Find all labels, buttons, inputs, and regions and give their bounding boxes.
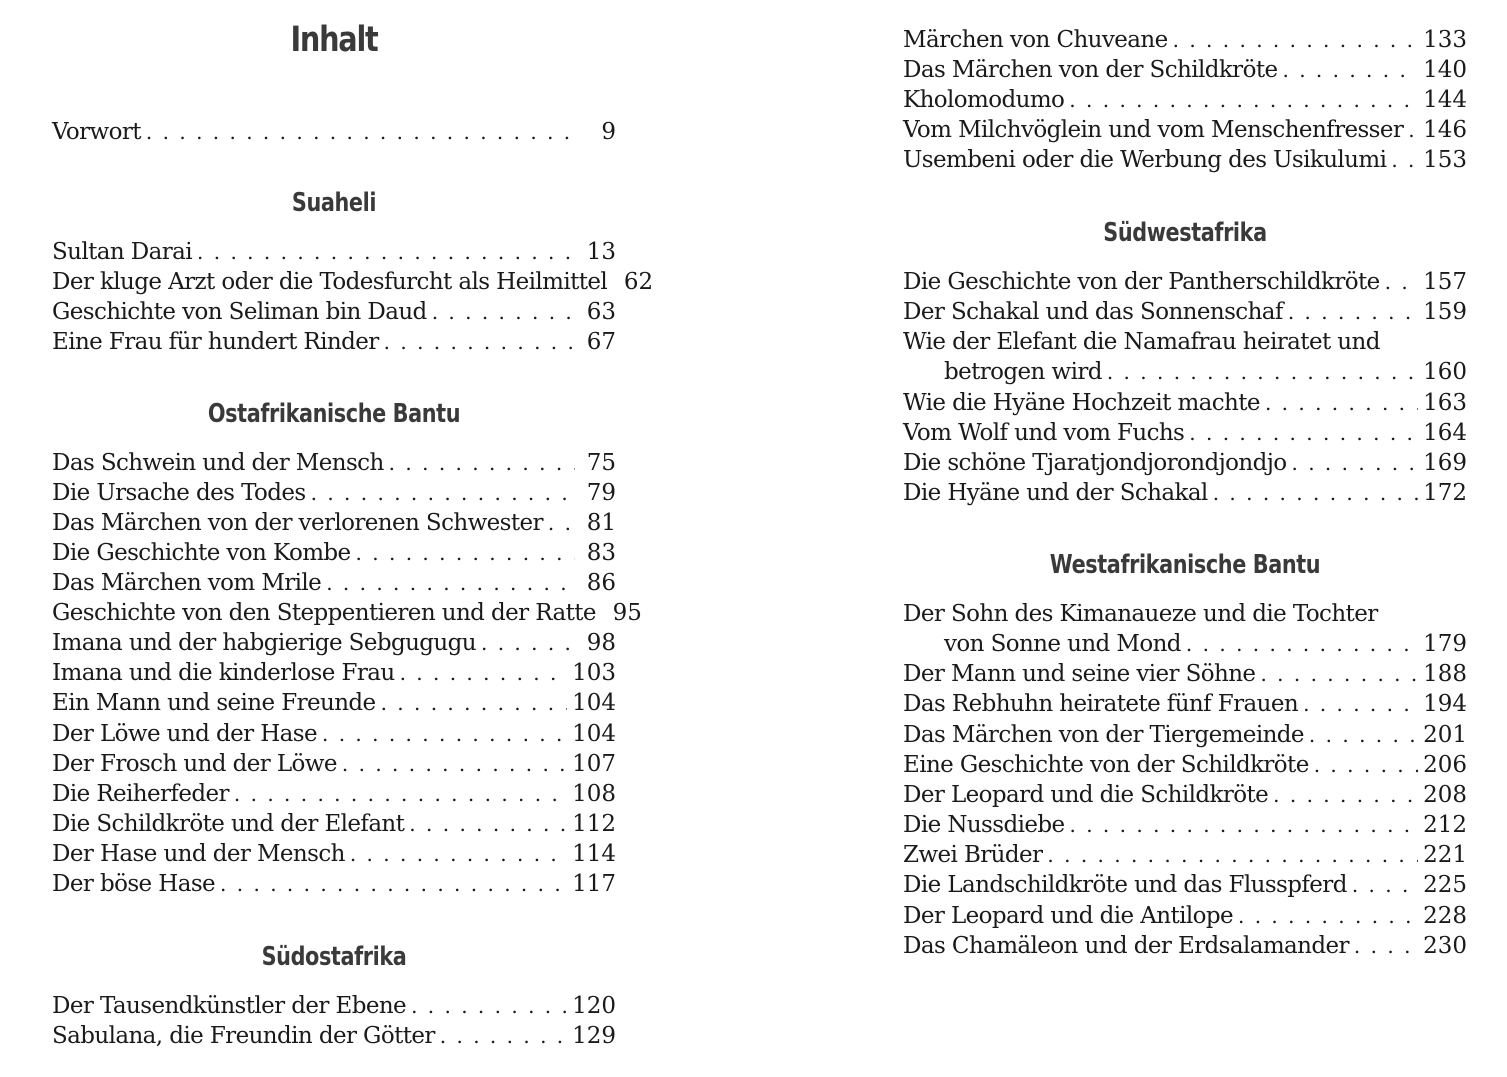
entry-title: Kholomodumo (903, 87, 1065, 113)
entry-title: Die Landschildkröte und das Flusspferd (903, 872, 1347, 898)
entry-title: Der Hase und der Mensch (52, 841, 345, 867)
leader-dots (1070, 810, 1419, 840)
leader-dots (1186, 629, 1418, 659)
entry-page: 103 (572, 660, 616, 686)
leader-dots (1292, 448, 1419, 478)
toc-entry (903, 145, 1467, 175)
leader-dots (326, 568, 575, 598)
leader-dots (400, 658, 568, 688)
leader-dots (1173, 25, 1418, 55)
leader-dots (350, 839, 567, 869)
toc-entry (903, 85, 1467, 115)
entry-page: 98 (586, 630, 616, 656)
page-title: Inhalt (290, 20, 378, 60)
entry-page: 104 (572, 721, 616, 747)
leader-dots (146, 117, 575, 147)
entry-title: Das Märchen vom Mrile (52, 570, 322, 596)
entry-title: Sultan Darai (52, 239, 193, 265)
leader-dots (1303, 689, 1418, 719)
leader-dots (1107, 357, 1418, 387)
toc-entry (903, 689, 1467, 719)
toc-entry (52, 991, 616, 1021)
entry-title: Die Nussdiebe (903, 812, 1065, 838)
toc-entry (52, 327, 616, 357)
entry-title: Wie der Elefant die Namafrau heiratet und (903, 329, 1380, 355)
toc-entry (903, 870, 1467, 900)
entry-page: 208 (1423, 782, 1467, 808)
entry-page: 107 (572, 751, 616, 777)
toc-entry (903, 659, 1467, 689)
toc-entry (52, 628, 616, 658)
toc-entry (903, 267, 1467, 297)
toc-entry (52, 568, 616, 598)
toc-entry (903, 629, 1467, 659)
toc-entry (903, 418, 1467, 448)
leader-dots (1391, 145, 1418, 175)
toc-entry (52, 1021, 616, 1051)
entry-page: 112 (572, 811, 616, 837)
leader-dots (1273, 780, 1418, 810)
entry-page: 221 (1423, 842, 1467, 868)
leader-dots (234, 779, 567, 809)
entry-page: 140 (1423, 57, 1467, 83)
toc-entry (903, 357, 1467, 387)
entry-page: 129 (572, 1023, 616, 1049)
entry-page: 212 (1423, 812, 1467, 838)
leader-dots (1354, 931, 1418, 961)
entry-title-continued: von Sonne und Mond (944, 631, 1181, 657)
entry-page: 86 (586, 570, 616, 596)
entry-page: 206 (1423, 752, 1467, 778)
leader-dots (440, 1021, 567, 1051)
leader-dots (1408, 115, 1418, 145)
entry-page: 225 (1423, 872, 1467, 898)
toc-entry (52, 508, 616, 538)
toc-entry (903, 840, 1467, 870)
leader-dots (311, 478, 575, 508)
toc-entry (903, 478, 1467, 508)
entry-title: Imana und der habgierige Sebgugugu (52, 630, 476, 656)
leader-dots (1309, 720, 1418, 750)
leader-dots (1213, 478, 1418, 508)
leader-dots (1260, 659, 1418, 689)
leader-dots (389, 448, 575, 478)
entry-title: Die Ursache des Todes (52, 480, 306, 506)
toc-entry (903, 115, 1467, 145)
toc-entry (52, 297, 616, 327)
entry-page: 144 (1423, 87, 1467, 113)
toc-entry-line (903, 327, 1467, 357)
toc-entry (52, 869, 616, 899)
leader-dots (411, 991, 567, 1021)
section-heading: Westafrikanische Bantu (1049, 550, 1321, 580)
entry-page: 228 (1423, 903, 1467, 929)
leader-dots (1265, 388, 1418, 418)
entry-page: 157 (1423, 269, 1467, 295)
toc-entry (52, 839, 616, 869)
entry-page: 120 (572, 993, 616, 1019)
entry-title: Sabulana, die Freundin der Götter (52, 1023, 435, 1049)
leader-dots (1385, 267, 1418, 297)
entry-page: 75 (586, 450, 616, 476)
toc-entry (903, 448, 1467, 478)
leader-dots (220, 869, 567, 899)
entry-page: 194 (1423, 691, 1467, 717)
toc-entry (52, 478, 616, 508)
entry-page: 172 (1423, 480, 1467, 506)
toc-entry (52, 117, 616, 147)
toc-entry (903, 901, 1467, 931)
entry-page: 163 (1423, 390, 1467, 416)
toc-entry (52, 809, 616, 839)
entry-title: Das Märchen von der verlorenen Schwester (52, 510, 543, 536)
leader-dots (342, 749, 567, 779)
toc-entry (903, 931, 1467, 961)
entry-title: Die Schildkröte und der Elefant (52, 811, 405, 837)
entry-title: Zwei Brüder (903, 842, 1043, 868)
entry-page: 179 (1423, 631, 1467, 657)
leader-dots (1314, 750, 1418, 780)
leader-dots (1047, 840, 1418, 870)
entry-page: 133 (1423, 27, 1467, 53)
entry-page: 83 (586, 540, 616, 566)
entry-title: Die Reiherfeder (52, 781, 229, 807)
toc-entry (903, 25, 1467, 55)
toc-entry (903, 750, 1467, 780)
entry-title: Vom Wolf und vom Fuchs (903, 420, 1185, 446)
entry-page: 108 (572, 781, 616, 807)
toc-entry (52, 719, 616, 749)
leader-dots (322, 719, 567, 749)
toc-entry (52, 448, 616, 478)
toc-entry (903, 297, 1467, 327)
section-heading: Suaheli (291, 188, 377, 218)
entry-title: Die Geschichte von Kombe (52, 540, 351, 566)
entry-title: Märchen von Chuveane (903, 27, 1168, 53)
entry-page: 169 (1423, 450, 1467, 476)
entry-title: Die schöne Tjaratjondjorondjondjo (903, 450, 1287, 476)
entry-title: Das Chamäleon und der Erdsalamander (903, 933, 1349, 959)
toc-entry (52, 658, 616, 688)
entry-title: Der Sohn des Kimanaueze und die Tochter (903, 601, 1378, 627)
toc-entry (52, 237, 616, 267)
entry-title: Der Frosch und der Löwe (52, 751, 337, 777)
toc-entry (903, 780, 1467, 810)
entry-title: Eine Frau für hundert Rinder (52, 329, 379, 355)
section-heading: Ostafrikanische Bantu (207, 399, 461, 429)
entry-page: 160 (1423, 359, 1467, 385)
entry-page: 114 (572, 841, 616, 867)
toc-entry (903, 810, 1467, 840)
leader-dots (381, 688, 568, 718)
entry-title-continued: betrogen wird (944, 359, 1102, 385)
toc-entry (52, 749, 616, 779)
toc-entry (903, 720, 1467, 750)
entry-title: Imana und die kinderlose Frau (52, 660, 395, 686)
entry-title: Der böse Hase (52, 871, 216, 897)
leader-dots (1282, 55, 1418, 85)
entry-title: Die Hyäne und der Schakal (903, 480, 1208, 506)
leader-dots (1288, 297, 1418, 327)
toc-entry (52, 688, 616, 718)
entry-page: 62 (623, 269, 654, 295)
leader-dots (481, 628, 575, 658)
entry-title: Ein Mann und seine Freunde (52, 690, 376, 716)
entry-page: 81 (586, 510, 616, 536)
toc-entry (52, 598, 642, 628)
entry-title: Wie die Hyäne Hochzeit machte (903, 390, 1260, 416)
entry-title: Geschichte von den Steppentieren und der Ratte (52, 600, 596, 626)
section-heading: Südwestafrika (1103, 218, 1267, 248)
leader-dots (432, 297, 575, 327)
entry-page: 67 (586, 329, 616, 355)
entry-page: 230 (1423, 933, 1467, 959)
toc-entry (52, 538, 616, 568)
toc-entry-line (903, 599, 1467, 629)
entry-title: Der Schakal und das Sonnenschaf (903, 299, 1283, 325)
toc-entry (903, 55, 1467, 85)
leader-dots (1189, 418, 1418, 448)
toc-entry (52, 267, 654, 297)
leader-dots (356, 538, 575, 568)
entry-page: 79 (586, 480, 616, 506)
entry-title: Vom Milchvöglein und vom Menschenfresser (903, 117, 1404, 143)
entry-page: 9 (601, 119, 616, 145)
entry-page: 159 (1423, 299, 1467, 325)
entry-title: Das Märchen von der Schildkröte (903, 57, 1278, 83)
entry-title: Usembeni oder die Werbung des Usikulumi (903, 147, 1387, 173)
entry-page: 117 (572, 871, 616, 897)
leader-dots (1352, 870, 1418, 900)
entry-title: Eine Geschichte von der Schildkröte (903, 752, 1309, 778)
leader-dots (384, 327, 575, 357)
entry-page: 13 (586, 239, 616, 265)
entry-title: Das Schwein und der Mensch (52, 450, 384, 476)
toc-entry (52, 779, 616, 809)
entry-page: 95 (612, 600, 642, 626)
entry-title: Der Löwe und der Hase (52, 721, 317, 747)
entry-title: Vorwort (52, 119, 141, 145)
entry-title: Das Märchen von der Tiergemeinde (903, 722, 1304, 748)
entry-page: 63 (586, 299, 616, 325)
entry-title: Geschichte von Seliman bin Daud (52, 299, 427, 325)
entry-page: 146 (1423, 117, 1467, 143)
entry-page: 153 (1423, 147, 1467, 173)
leader-dots (409, 809, 567, 839)
entry-title: Der kluge Arzt oder die Todesfurcht als Heilmittel (52, 269, 608, 295)
toc-entry (903, 388, 1467, 418)
section-heading: Südostafrika (261, 942, 407, 972)
entry-title: Der Leopard und die Antilope (903, 903, 1233, 929)
entry-page: 104 (572, 690, 616, 716)
leader-dots (197, 237, 575, 267)
entry-title: Der Tausendkünstler der Ebene (52, 993, 407, 1019)
entry-title: Der Mann und seine vier Söhne (903, 661, 1256, 687)
entry-title: Der Leopard und die Schildkröte (903, 782, 1269, 808)
entry-page: 188 (1423, 661, 1467, 687)
entry-title: Die Geschichte von der Pantherschildkröte (903, 269, 1380, 295)
leader-dots (1238, 901, 1418, 931)
entry-page: 164 (1423, 420, 1467, 446)
leader-dots (1069, 85, 1418, 115)
entry-title: Das Rebhuhn heiratete fünf Frauen (903, 691, 1299, 717)
entry-page: 201 (1423, 722, 1467, 748)
leader-dots (548, 508, 575, 538)
